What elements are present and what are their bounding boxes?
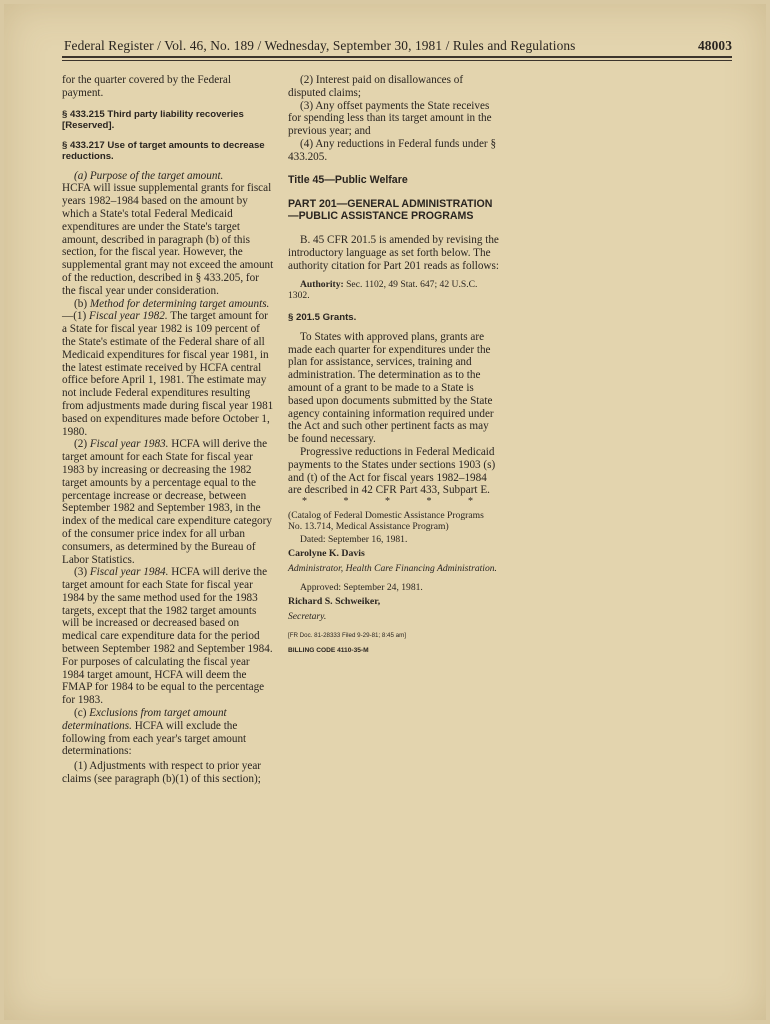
paragraph-body: HCFA will issue supplemental grants for fiscal years 1982–1984 based on the amount by which a State's total Federal Medicaid expenditures are under the State's target amount, described in paragraph (b) of this section, for the fiscal year. However, the supplemental grant may not exceed the amount of the reduction, described in § 433.205, for the fiscal year under consideration. bbox=[62, 182, 274, 297]
paragraph-c4: (4) Any reductions in Federal funds under § 433.205. bbox=[288, 137, 497, 163]
paragraph-lead: —(1) bbox=[62, 310, 90, 323]
paragraph-body: HCFA will derive the target amount for each State for fiscal year 1984 by the same method used for the 1983 targets, except that the 1982 target amounts will be increased or decreased based on medical care expenditure data for the period between September 1982 and September 1984. For purposes of calculating the fiscal year 1984 target amount, HCFA will deem the FMAP for 1984 to be equal to the percentage for 1983. bbox=[62, 566, 273, 707]
omission-stars: * * * * * bbox=[302, 496, 490, 508]
paragraph-grants: To States with approved plans, grants are made each quarter for expenditures under the plan for assistance, services, training and administration. The determination as to the amount of a grant to be made to a State is based upon documents submitted by the State agency containing information required under the Act and such other pertinent facts as may be found necessary. bbox=[288, 330, 494, 446]
paragraph-body: HCFA will derive the target amount for each State for fiscal year 1983 by increasing or decreasing the 1982 target amounts by a percentage equal to the percentage increase or decrease, between September 1982 and September 1983, in the index of the medical care expenditure category of the consumer price index for all urban consumers, as determined by the Bureau of Labor Statistics. bbox=[62, 438, 272, 566]
authority-label: Authority: bbox=[300, 278, 344, 290]
header-rule-thick bbox=[62, 56, 732, 58]
paragraph-b3 bbox=[62, 566, 274, 707]
authority-citation bbox=[288, 279, 500, 302]
paragraph-c1: (1) Adjustments with respect to prior year claims (see paragraph (b)(1) of this section); bbox=[62, 760, 262, 786]
amendatory-instruction: B. 45 CFR 201.5 is amended by revising the introductory language as set forth below. The authority citation for Part 201 reads as follows: bbox=[288, 234, 499, 272]
catalog-note: (Catalog of Federal Domestic Assistance Programs No. 13.714, Medical Assistance Program) bbox=[288, 510, 484, 533]
paragraph: for the quarter covered by the Federal payment. bbox=[62, 74, 231, 99]
paragraph-lead: (3) bbox=[74, 566, 90, 579]
paragraph-c2: (2) Interest paid on disallowances of disputed claims; bbox=[288, 74, 464, 99]
section-heading-433-215: § 433.215 Third party liability recoveries [Reserved]. bbox=[62, 108, 244, 131]
paragraph-heading: Fiscal year 1984. bbox=[89, 566, 169, 579]
column-left bbox=[62, 74, 274, 786]
paragraph-heading: Fiscal year 1982. bbox=[89, 310, 168, 323]
header-rule-thin bbox=[62, 60, 732, 61]
paragraph-lead: (2) bbox=[74, 438, 90, 451]
title-heading: Title 45—Public Welfare bbox=[288, 173, 408, 186]
dated-line: Dated: September 16, 1981. bbox=[300, 534, 408, 546]
part-heading: PART 201—GENERAL ADMINISTRATION—PUBLIC ASSISTANCE PROGRAMS bbox=[288, 198, 493, 223]
signer-title: Administrator, Health Care Financing Administration. bbox=[288, 562, 497, 574]
signer-name: Carolyne K. Davis bbox=[288, 548, 365, 560]
page-number: 48003 bbox=[698, 38, 732, 53]
paragraph-heading: Fiscal year 1983. bbox=[89, 438, 169, 451]
section-heading-433-217: § 433.217 Use of target amounts to decrease reductions. bbox=[62, 139, 265, 162]
authority-text: Sec. 1102, 49 Stat. 647; 42 U.S.C. 1302. bbox=[288, 278, 478, 302]
paragraph-reductions: Progressive reductions in Federal Medicaid payments to the States under sections 1903 (s) and (t) of the Act for fiscal years 1982–1984 are described in 42 CFR Part 433, Subpart E. bbox=[288, 445, 496, 497]
running-head-text: Federal Register / Vol. 46, No. 189 / Wednesday, September 30, 1981 / Rules and Regulations bbox=[64, 38, 576, 53]
paragraph-lead: (b) bbox=[74, 297, 90, 310]
paragraph-c bbox=[62, 707, 274, 758]
column-right bbox=[288, 74, 500, 657]
paragraph-body: HCFA will exclude the following from each year's target amount determinations: bbox=[62, 719, 247, 758]
paragraph-a bbox=[62, 170, 274, 298]
paragraph-b2 bbox=[62, 438, 274, 566]
paragraph-heading: Method for determining target amounts. bbox=[89, 297, 270, 310]
section-heading-201-5: § 201.5 Grants. bbox=[288, 311, 357, 323]
paragraph-c3: (3) Any offset payments the State receives for spending less than its target amount in the previous year; and bbox=[288, 99, 492, 138]
paragraph-heading: (a) Purpose of the target amount. bbox=[74, 169, 224, 182]
signer-name: Richard S. Schweiker, bbox=[288, 595, 381, 607]
page bbox=[4, 4, 766, 1020]
paragraph-lead: (c) bbox=[74, 707, 90, 720]
paragraph-body: The target amount for a State for fiscal year 1982 is 109 percent of the State's estimate of the Federal share of all Medicaid expenditures for fiscal year 1981, in the latest estimate received by HCFA central office before April 1, 1981. The estimate may not include Federal expenditures resulting from adjustments made during fiscal year 1981 based on expenditures made before October 1, 1980. bbox=[62, 310, 274, 438]
signer-title: Secretary. bbox=[288, 610, 327, 622]
running-header bbox=[64, 38, 732, 54]
paragraph-heading: Exclusions from target amount determinations. bbox=[62, 707, 227, 732]
fr-doc-line: [FR Doc. 81-28333 Filed 9-29-81; 8:45 am] bbox=[288, 631, 406, 639]
approved-line: Approved: September 24, 1981. bbox=[300, 581, 423, 593]
billing-code: BILLING CODE 4110-35-M bbox=[288, 646, 369, 654]
paragraph-b1 bbox=[62, 298, 274, 439]
